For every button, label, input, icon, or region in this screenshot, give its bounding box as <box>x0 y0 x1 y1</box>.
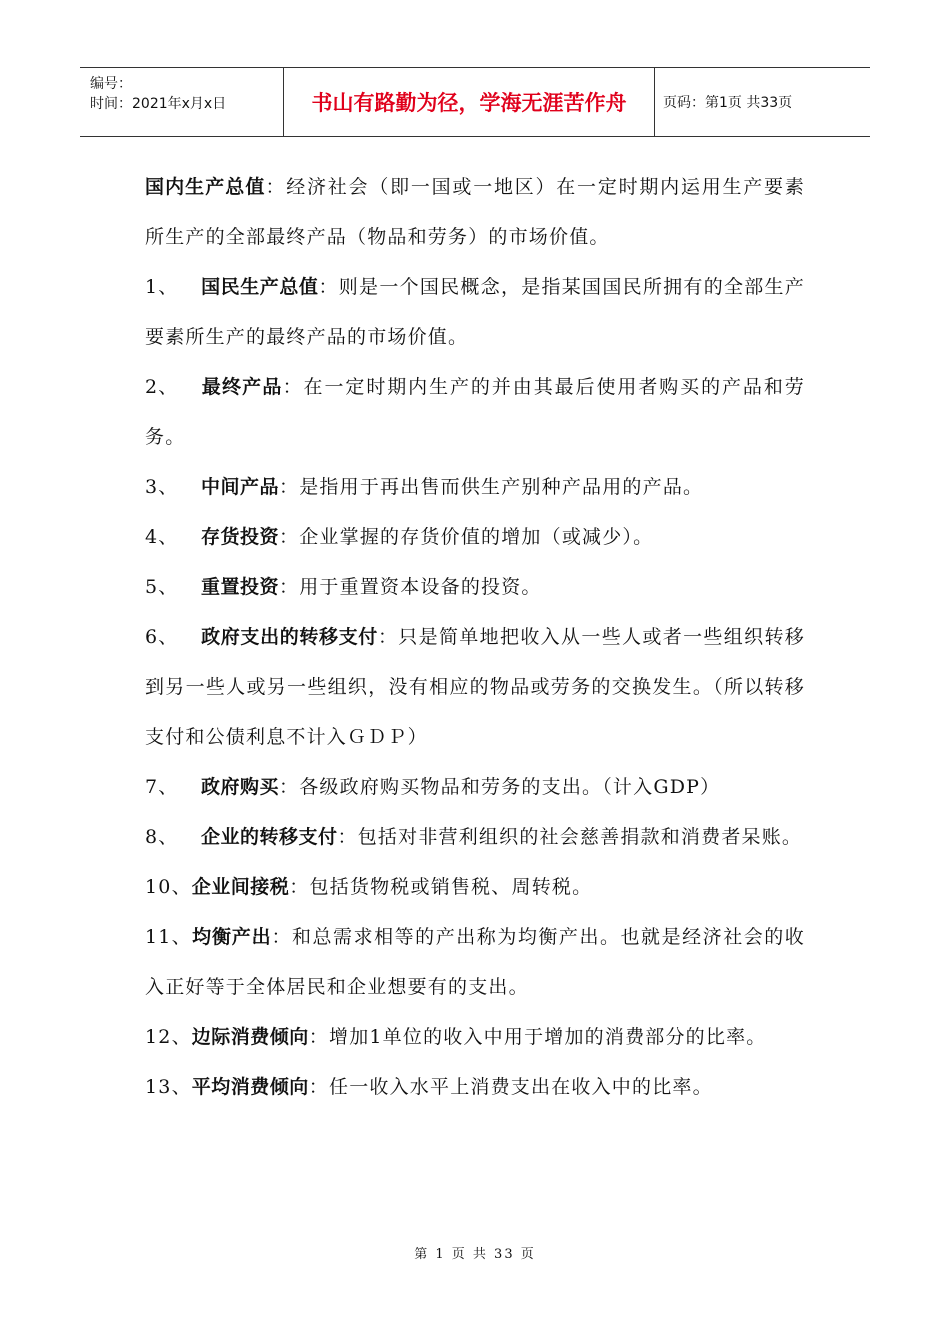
header-motto: 书山有路勤为径，学海无涯苦作舟 <box>283 68 655 136</box>
entry-text: ：是指用于再出售而供生产别种产品用的产品。 <box>279 476 704 498</box>
entry-text: ：则是一个国民概念，是指某国国民所拥有的全部生产要素所生产的最终产品的市场价值。 <box>145 276 805 348</box>
document-body <box>145 162 805 1112</box>
entry-text: ：各级政府购买物品和劳务的支出。（计入GDP） <box>279 776 721 798</box>
entry-term: 最终产品 <box>201 376 283 398</box>
header-meta <box>80 68 283 136</box>
definition-entry <box>145 762 805 812</box>
entry-number: 8、 <box>145 826 179 848</box>
document-number-label: 编号： <box>90 76 132 92</box>
entry-term: 国内生产总值 <box>145 176 266 198</box>
definition-entry <box>145 262 805 362</box>
entry-text: ：用于重置资本设备的投资。 <box>279 576 542 598</box>
entry-text: ：只是简单地把收入从一些人或者一些组织转移到另一些人或另一些组织，没有相应的物品或劳务的交换发生。（所以转移支付和公债利息不计入ＧＤＰ） <box>145 626 805 748</box>
entry-term: 平均消费倾向 <box>191 1076 309 1098</box>
entry-term: 边际消费倾向 <box>191 1026 309 1048</box>
page-header <box>80 67 870 137</box>
entry-term: 企业间接税 <box>191 876 290 898</box>
definition-entry <box>145 862 805 912</box>
entry-number: 6、 <box>145 626 179 648</box>
definition-entry <box>145 562 805 612</box>
document-date: 时间：2021年x月x日 <box>90 96 227 112</box>
page-footer: 第 1 页 共 33 页 <box>414 1247 536 1262</box>
entry-number: 5、 <box>145 576 179 598</box>
definition-entry <box>145 462 805 512</box>
entry-number: 3、 <box>145 476 179 498</box>
entry-text: ：企业掌握的存货价值的增加（或减少）。 <box>279 526 654 548</box>
entry-number: 13、 <box>145 1076 192 1098</box>
definition-entry <box>145 512 805 562</box>
entry-number: 10、 <box>145 876 192 898</box>
entry-text: ：和总需求相等的产出称为均衡产出。也就是经济社会的收入正好等于全体居民和企业想要有的支出。 <box>145 926 805 998</box>
entry-number: 2、 <box>145 376 179 398</box>
entry-term: 存货投资 <box>201 526 280 548</box>
entry-text: ：包括货物税或销售税、周转税。 <box>289 876 593 898</box>
definition-entry <box>145 1062 805 1112</box>
entry-term: 政府支出的转移支付 <box>201 626 378 648</box>
entry-number: 12、 <box>145 1026 192 1048</box>
definition-entry <box>145 912 805 1012</box>
entry-term: 中间产品 <box>201 476 280 498</box>
entry-term: 企业的转移支付 <box>201 826 338 848</box>
entry-number: 1、 <box>145 276 179 298</box>
definition-entry <box>145 162 805 262</box>
definition-entry <box>145 812 805 862</box>
entry-term: 国民生产总值 <box>201 276 319 298</box>
header-page-info: 页码：第1页 共33页 <box>663 95 793 111</box>
entry-number: 11、 <box>145 926 192 948</box>
definition-entry <box>145 362 805 462</box>
entry-text: ：任一收入水平上消费支出在收入中的比率。 <box>308 1076 713 1098</box>
definition-entry <box>145 1012 805 1062</box>
entry-term: 政府购买 <box>201 776 280 798</box>
entry-term: 均衡产出 <box>191 926 272 948</box>
entry-text: ：增加1单位的收入中用于增加的消费部分的比率。 <box>308 1026 767 1048</box>
definition-entry <box>145 612 805 762</box>
entry-text: ：在一定时期内生产的并由其最后使用者购买的产品和劳务。 <box>145 376 805 448</box>
entry-number: 7、 <box>145 776 179 798</box>
entry-number: 4、 <box>145 526 179 548</box>
entry-text: ：包括对非营利组织的社会慈善捐款和消费者呆账。 <box>337 826 803 848</box>
entry-text: ：经济社会（即一国或一地区）在一定时期内运用生产要素所生产的全部最终产品（物品和劳务）的市场价值。 <box>145 176 805 248</box>
entry-term: 重置投资 <box>201 576 280 598</box>
